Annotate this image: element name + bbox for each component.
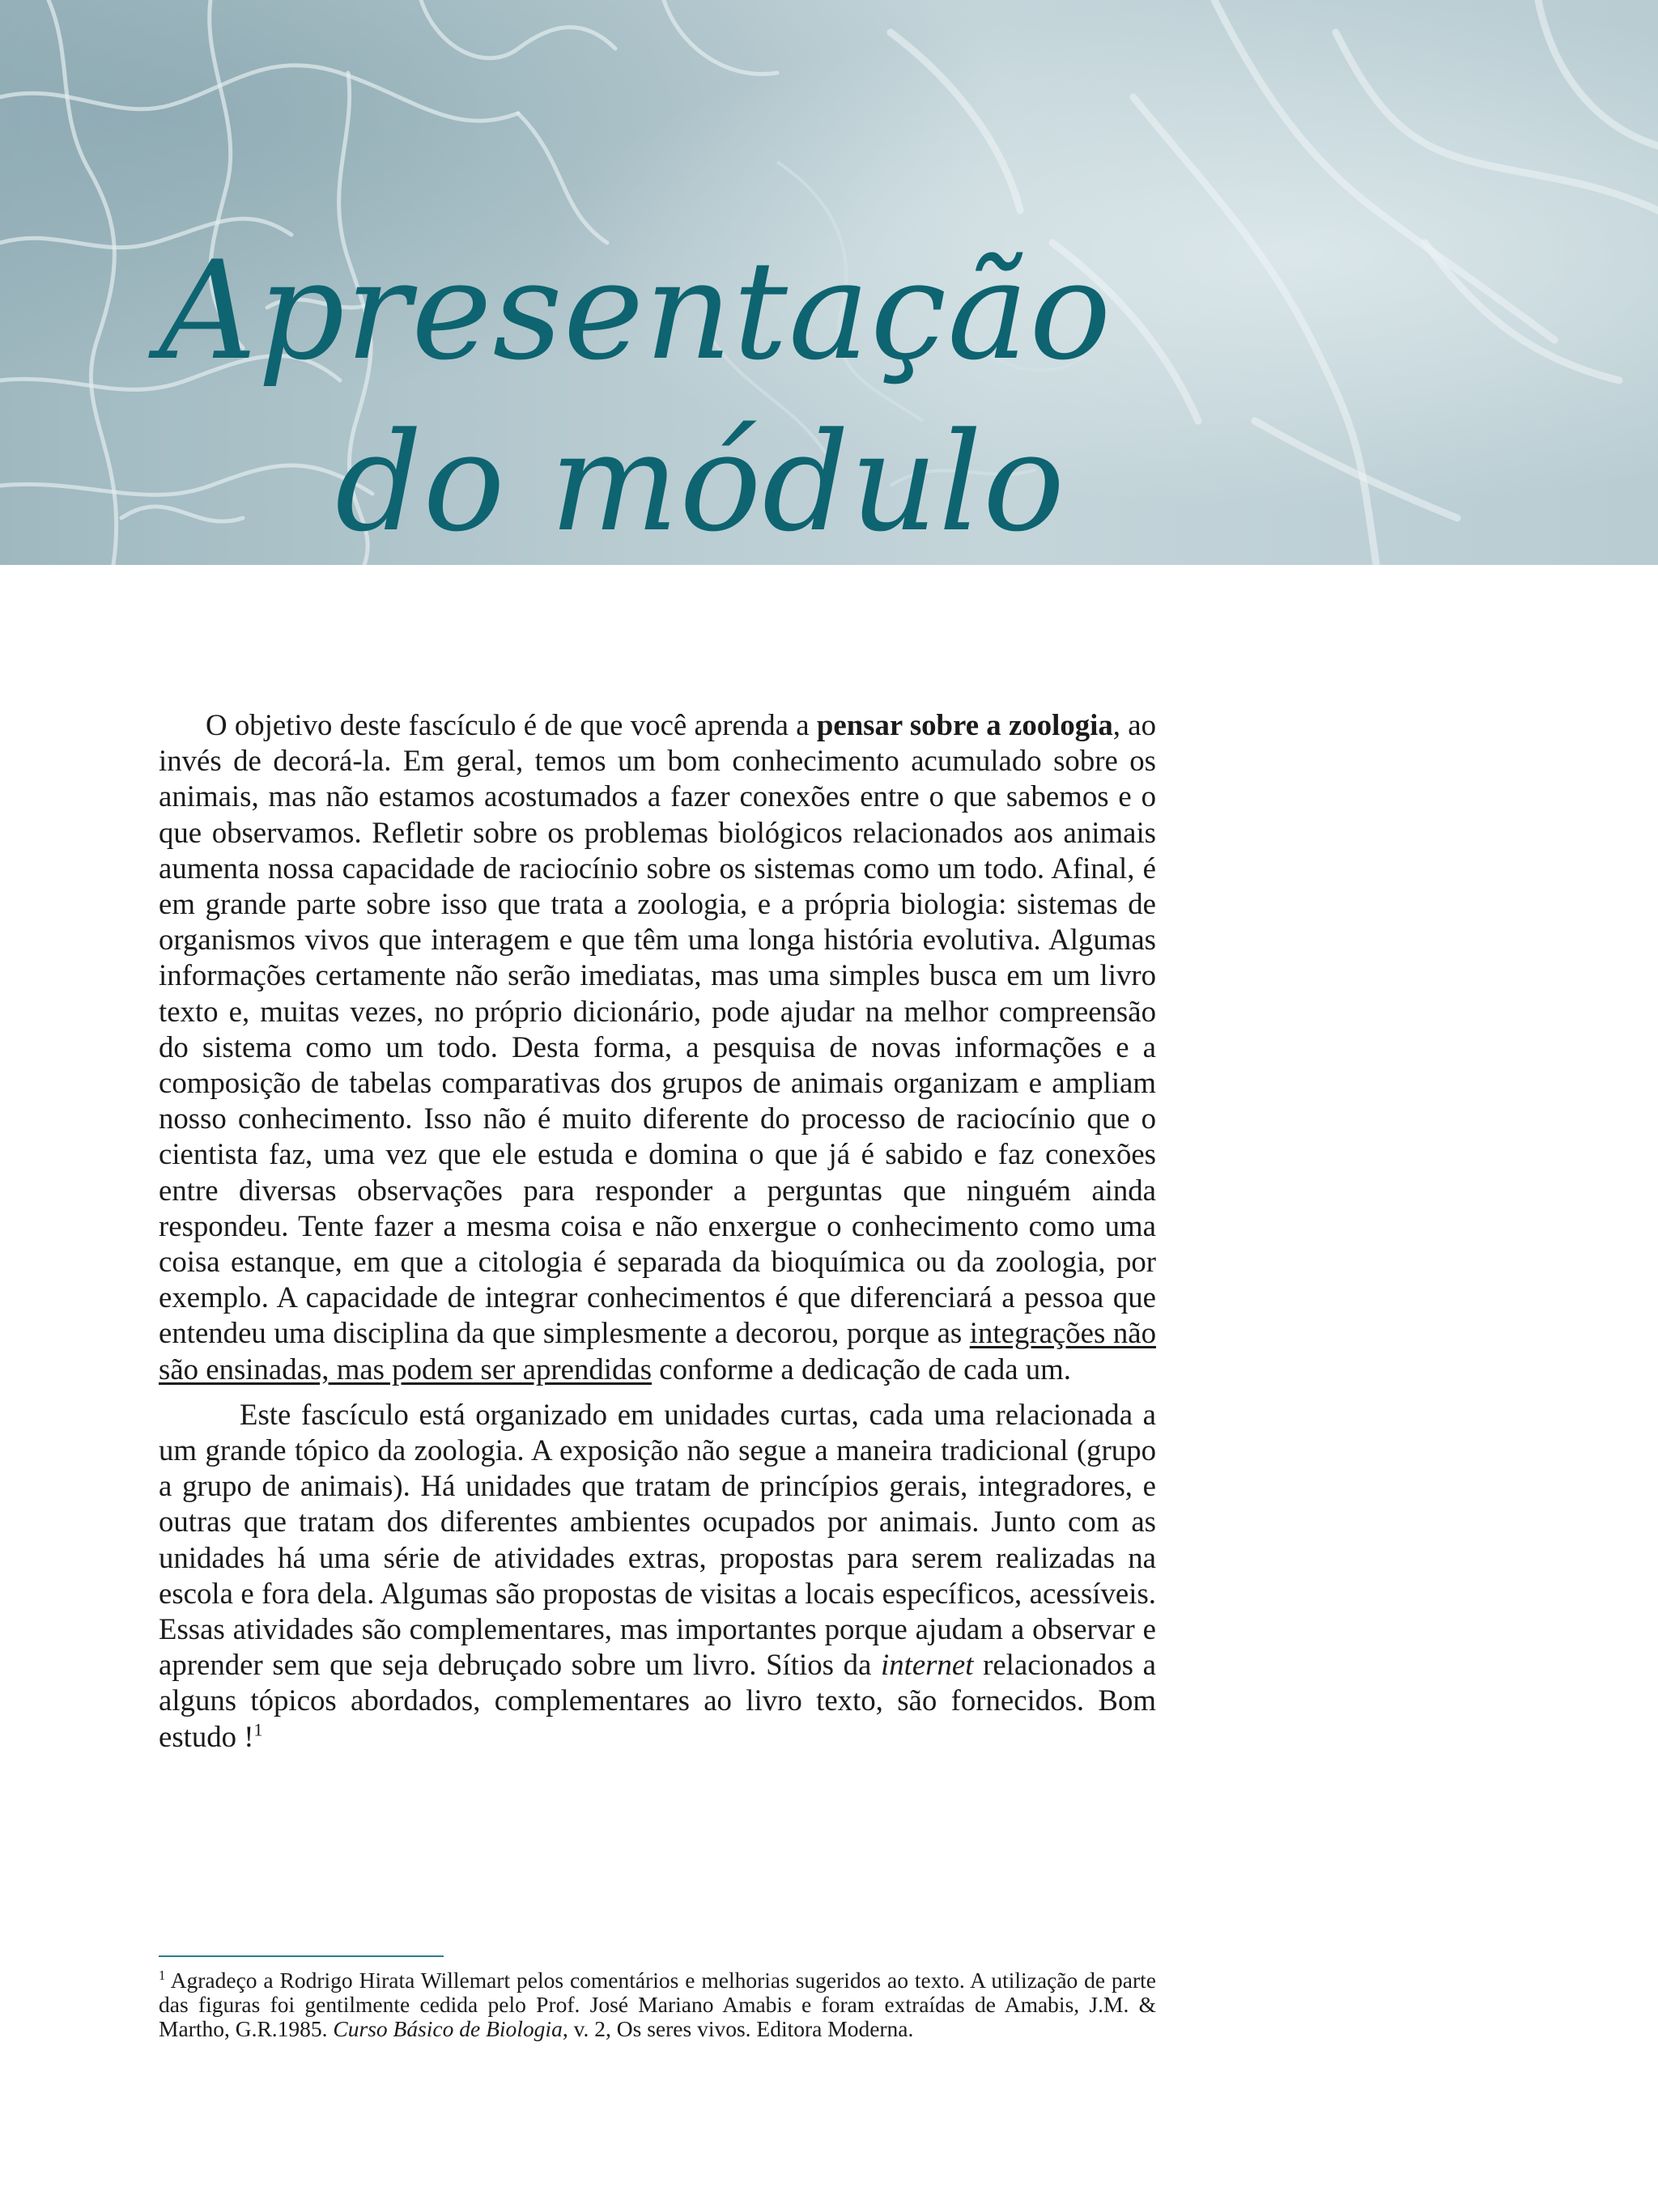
paragraph-1-text-c: conforme a dedicação de cada um. [652, 1352, 1071, 1386]
paragraph-2-text-a: Este fascículo está organizado em unidades curtas, cada uma relacionada a um grande tópico da zoologia. A exposição não segue a maneira tradicional (grupo a grupo de animais). Há unidades que tratam de princípios gerais, integradores, e outras que tratam dos diferentes ambientes ocupados por animais. Junto com as unidades há uma série de atividades extras, propostas para serem realizadas na escola e fora dela. Algumas são propostas de visitas a locais específicos, acessíveis. Essas atividades são complementares, mas importantes porque ajudam a observar e aprender sem que seja debruçado sobre um livro. Sítios da [159, 1397, 1156, 1682]
main-text [159, 707, 1156, 1755]
bold-phrase: pensar sobre a zoologia [816, 708, 1113, 741]
footnote-text-a: Agradeço a Rodrigo Hirata Willemart pelos comentários e melhorias sugeridos ao texto. A utilização de parte das figuras foi gentilmente cedida pelo Prof. José Mariano Amabis e foram extraídas de Amabis, J.M. & Martho, G.R.1985. [159, 1968, 1156, 2041]
footnote-text-b: , v. 2, Os seres vivos. Editora Moderna. [562, 2016, 914, 2041]
underlined-phrase: integrações não são ensinadas, mas podem ser aprendidas [159, 1316, 1156, 1386]
paragraph-1-text-a: O objetivo deste fascículo é de que você aprenda a [206, 708, 817, 741]
footnote-divider [159, 1955, 444, 1957]
footnote-marker: 1 [159, 1967, 166, 1983]
header-banner [0, 0, 1658, 565]
paragraph-2-text-b: relacionados a alguns tópicos abordados, complementares ao livro texto, são fornecidos. Bom estudo ! [159, 1648, 1156, 1753]
paragraph-1-text-b: , ao invés de decorá-la. Em geral, temos um bom conhecimento acumulado sobre os animais, mas não estamos acostumados a fazer conexões entre o que sabemos e o que observamos. Refletir sobre os problemas biológicos relacionados aos animais aumenta nossa capacidade de raciocínio sobre os sistemas como um todo. Afinal, é em grande parte sobre isso que trata a zoologia, e a própria biologia: sistemas de organismos vivos que interagem e que têm uma longa história evolutiva. Algumas informações certamente não serão imediatas, mas uma simples busca em um livro texto e, muitas vezes, no próprio dicionário, pode ajudar na melhor compreensão do sistema como um todo. Desta forma, a pesquisa de novas informações e a composição de tabelas comparativas dos grupos de animais organizam e ampliam nosso conhecimento. Isso não é muito diferente do processo de raciocínio que o cientista faz, uma vez que ele estuda e domina o que já é sabido e faz conexões entre diversas observações para responder a perguntas que ninguém ainda respondeu. Tente fazer a mesma coisa e não enxergue o conhecimento como uma coisa estanque, em que a citologia é separada da bioquímica ou da zoologia, por exemplo. A capacidade de integrar conhecimentos é que diferenciará a pessoa que entendeu uma disciplina da que simplesmente a decorou, porque as [159, 708, 1156, 1350]
paragraph-1 [159, 707, 1156, 1387]
italic-word: internet [880, 1648, 974, 1682]
page-title-line-1: Apresentação [159, 231, 1112, 390]
paragraph-2 [159, 1397, 1156, 1755]
footnote-reference: 1 [253, 1719, 263, 1740]
footnote [159, 1968, 1156, 2041]
footnote-book-title: Curso Básico de Biologia [333, 2016, 563, 2041]
page-title-line-2: do módulo [335, 403, 1066, 562]
